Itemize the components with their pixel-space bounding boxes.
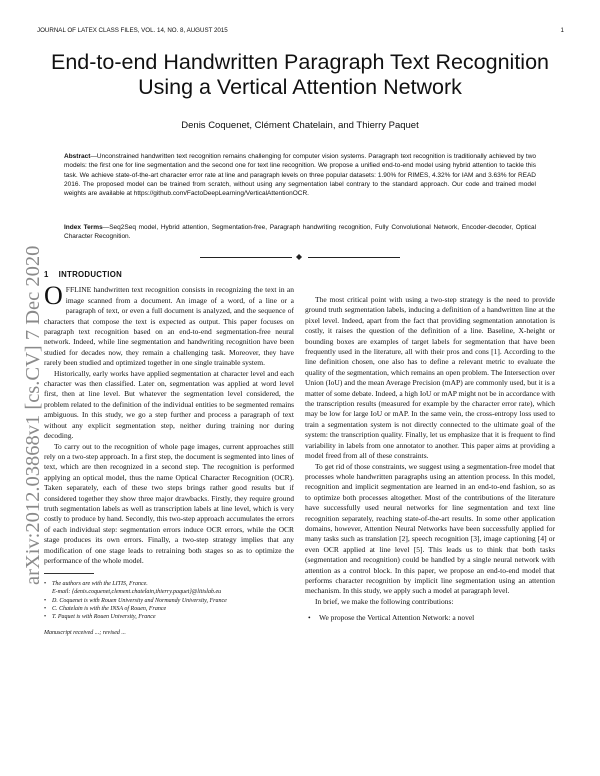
intro-paragraph-3: To carry out to the recognition of whole page images, current approaches still rely on a two-step approach. In a first step, the document is segmented into lines of text, which are then recognized in a second step. The recognition is performed applying an optical model, thus the name Optical Character Recognition (OCR). Taken separately, each of these two steps brings rather good results but if considered together they show three major drawbacks. Firstly, they require ground truth segmentation labels as well as transcription labels at line level, which is very costly to produce by hand. Secondly, this two-step approach accumulates the errors of each individual step: segmentation errors induce OCR errors, while the OCR stage produces its own errors. Finally, a two-step strategy implies that any modification of one stage leads to retraining both stages so as to optimize the performance of the whole model. (44, 441, 294, 565)
footnote-item (44, 597, 294, 605)
abstract (64, 152, 536, 198)
intro-paragraph-4: The most critical point with using a two-step strategy is the need to provide ground truth segmentation labels, inducing a definition of a handwritten line at the pixel level. Indeed, apart from the fact that providing segmentation annotation is costly, it raises the question of the definition of a line. Baseline, X-height or bounding boxes are examples of target labels for segmentation that have been frequently used in the literature, all with their pros and cons [1]. According to the line definition chosen, one also has to define a relevant metric to evaluate the quality of the segmentation, which remains an open problem. The Intersection over Union (IoU) and the mean Average Precision (mAP) are commonly used, but it is a matter of some debate. Indeed, a high IoU or mAP might not be in accordance with the transcription results (measured for example by the character error rate), which may be low for large IoU or mAP. In the same vein, the cross-entropy loss used to train a segmentation system is not directly connected to the ultimate goal of the system: the transcription quality. Finally, let us emphasize that it is frequent to find variability in labels from one annotator to another. This paper aims at providing a model freed from all of these constraints. (305, 295, 555, 461)
section-title: INTRODUCTION (58, 270, 123, 279)
first-word-rest: FFLINE (65, 285, 92, 295)
footnote-text: T. Paquet is with Rouen University, France (52, 614, 156, 621)
list-item (305, 613, 555, 623)
footnote-bullet: • (44, 606, 47, 613)
footnote-bullet: • (44, 581, 47, 588)
section-heading (44, 270, 294, 280)
section-number: 1 (44, 270, 49, 279)
footnote-bullet: • (44, 597, 47, 604)
footnote-rule (44, 573, 94, 574)
footnote-text: The authors are with the LITIS, France. (52, 581, 148, 588)
arxiv-identifier: arXiv:2012.03868v1 [cs.CV] 7 Dec 2020 (22, 245, 44, 585)
manuscript-note: Manuscript received ...; revised ... (44, 629, 126, 636)
footnote-item (44, 613, 294, 621)
running-header (37, 27, 564, 37)
arxiv-watermark (2, 205, 42, 585)
author-list: Denis Coquenet, Clément Chatelain, and Thierry Paquet (181, 120, 419, 131)
abstract-label: Abstract (64, 153, 91, 160)
footnote-item (44, 580, 294, 588)
drop-cap: O (44, 281, 63, 311)
abstract-text: —Unconstrained handwritten text recognition remains challenging for computer vision systems. Paragraph text recognition is traditionally achieved by two models: the first one for line segmentation and the second one for text line recognition. We propose a unified end-to-end model using hybrid attention to tackle this task. We achieve state-of-the-art character error rate at line and paragraph levels on three popular datasets: 1.90% for RIMES, 4.32% for IAM and 3.63% for READ 2016. The proposed model can be trained from scratch, without using any segmentation label contrary to the standard approach. Our code and trained model weights are available at https://github.com/FactoDeepLearning/VerticalAttentionOCR. (64, 153, 536, 198)
contribution-text: We propose the Vertical Attention Network: a novel (319, 613, 475, 623)
index-terms-text: —Seq2Seq model, Hybrid attention, Segmentation-free, Paragraph handwriting recognition, Fully Convolutional Network, Encoder-decoder, Optical Character Recognition. (64, 224, 537, 241)
right-column (305, 295, 555, 624)
intro-paragraph-1 (44, 281, 294, 368)
index-terms (64, 223, 536, 242)
page-number: 1 (560, 27, 564, 34)
contribution-list (305, 613, 555, 623)
divider-line-left (200, 257, 292, 258)
list-bullet: • (308, 613, 311, 623)
footnote-text: E-mail: {denis.coquenet,clement.chatelain,thierry.paquet}@litislab.eu (52, 589, 222, 596)
intro-paragraph-2: Historically, early works have applied segmentation at character level and each character was then classified. Later on, segmentation was applied at word level first, then at line level. But whatever the segmentation level considered, the problem related to the definition of the individual entities to be segmented remains ambiguous. In this study, we go a step further and process a paragraph of text without any explicit segmentation step, neither during training nor during decoding. (44, 368, 294, 441)
divider-line-right (308, 257, 400, 258)
footnote-text: C. Chatelain is with the INSA of Rouen, France (52, 606, 167, 613)
intro-paragraph-5: To get rid of those constraints, we suggest using a segmentation-free model that processes whole handwritten paragraphs using an attention process. In this model, recognition and implicit segmentation are learned in an end-to-end fashion, so as to optimize both processes altogether. Most of the contributions of the literature have successfully used neural networks for line segmentation and text line recognition separately, reaching state-of-the-art results. In some other application domains, however, Attention Neural Networks have been successfully applied for many tasks such as translation [2], speech recognition [3], image captioning [4] or even OCR applied at line level [5]. This leads us to think that both tasks (segmentation and recognition) could be handled by a single neural network with attention as a control block. In this paper, we propose an end-to-end model that performs character recognition by implicit line segmentation using an attention mechanism. In this study, we apply such a model at paragraph level. (305, 461, 555, 596)
index-terms-label: Index Terms (64, 224, 103, 231)
left-column (44, 270, 294, 638)
footnote-text: D. Coquenet is with Rouen University and Normandy University, France (52, 597, 227, 604)
footnote-bullet: • (44, 614, 47, 621)
section-divider (200, 254, 400, 260)
footnote-item (44, 588, 294, 596)
footnote-item (44, 605, 294, 613)
intro-paragraph-6: In brief, we make the following contributions: (315, 596, 454, 606)
diamond-icon (296, 254, 302, 260)
paper-title: End-to-end Handwritten Paragraph Text Recognition Using a Vertical Attention Network (51, 50, 549, 99)
journal-header: JOURNAL OF LATEX CLASS FILES, VOL. 14, NO. 8, AUGUST 2015 (37, 27, 228, 34)
intro-paragraph-1-text: handwritten text recognition consists in recognizing the text in an image scanned from a document. An image of a word, of a line or a paragraph of text, or even a full document is analyzed, and the sequence of characters that compose the text is expected as output. This paper focuses on paragraph text recognition based on an end-to-end segmentation-free neural network. Indeed, while line segmentation and handwriting recognition have been studied for decades now, they remain a challenging task. Moreover, they have rarely been studied and optimized together in one single trainable system. (44, 285, 294, 368)
